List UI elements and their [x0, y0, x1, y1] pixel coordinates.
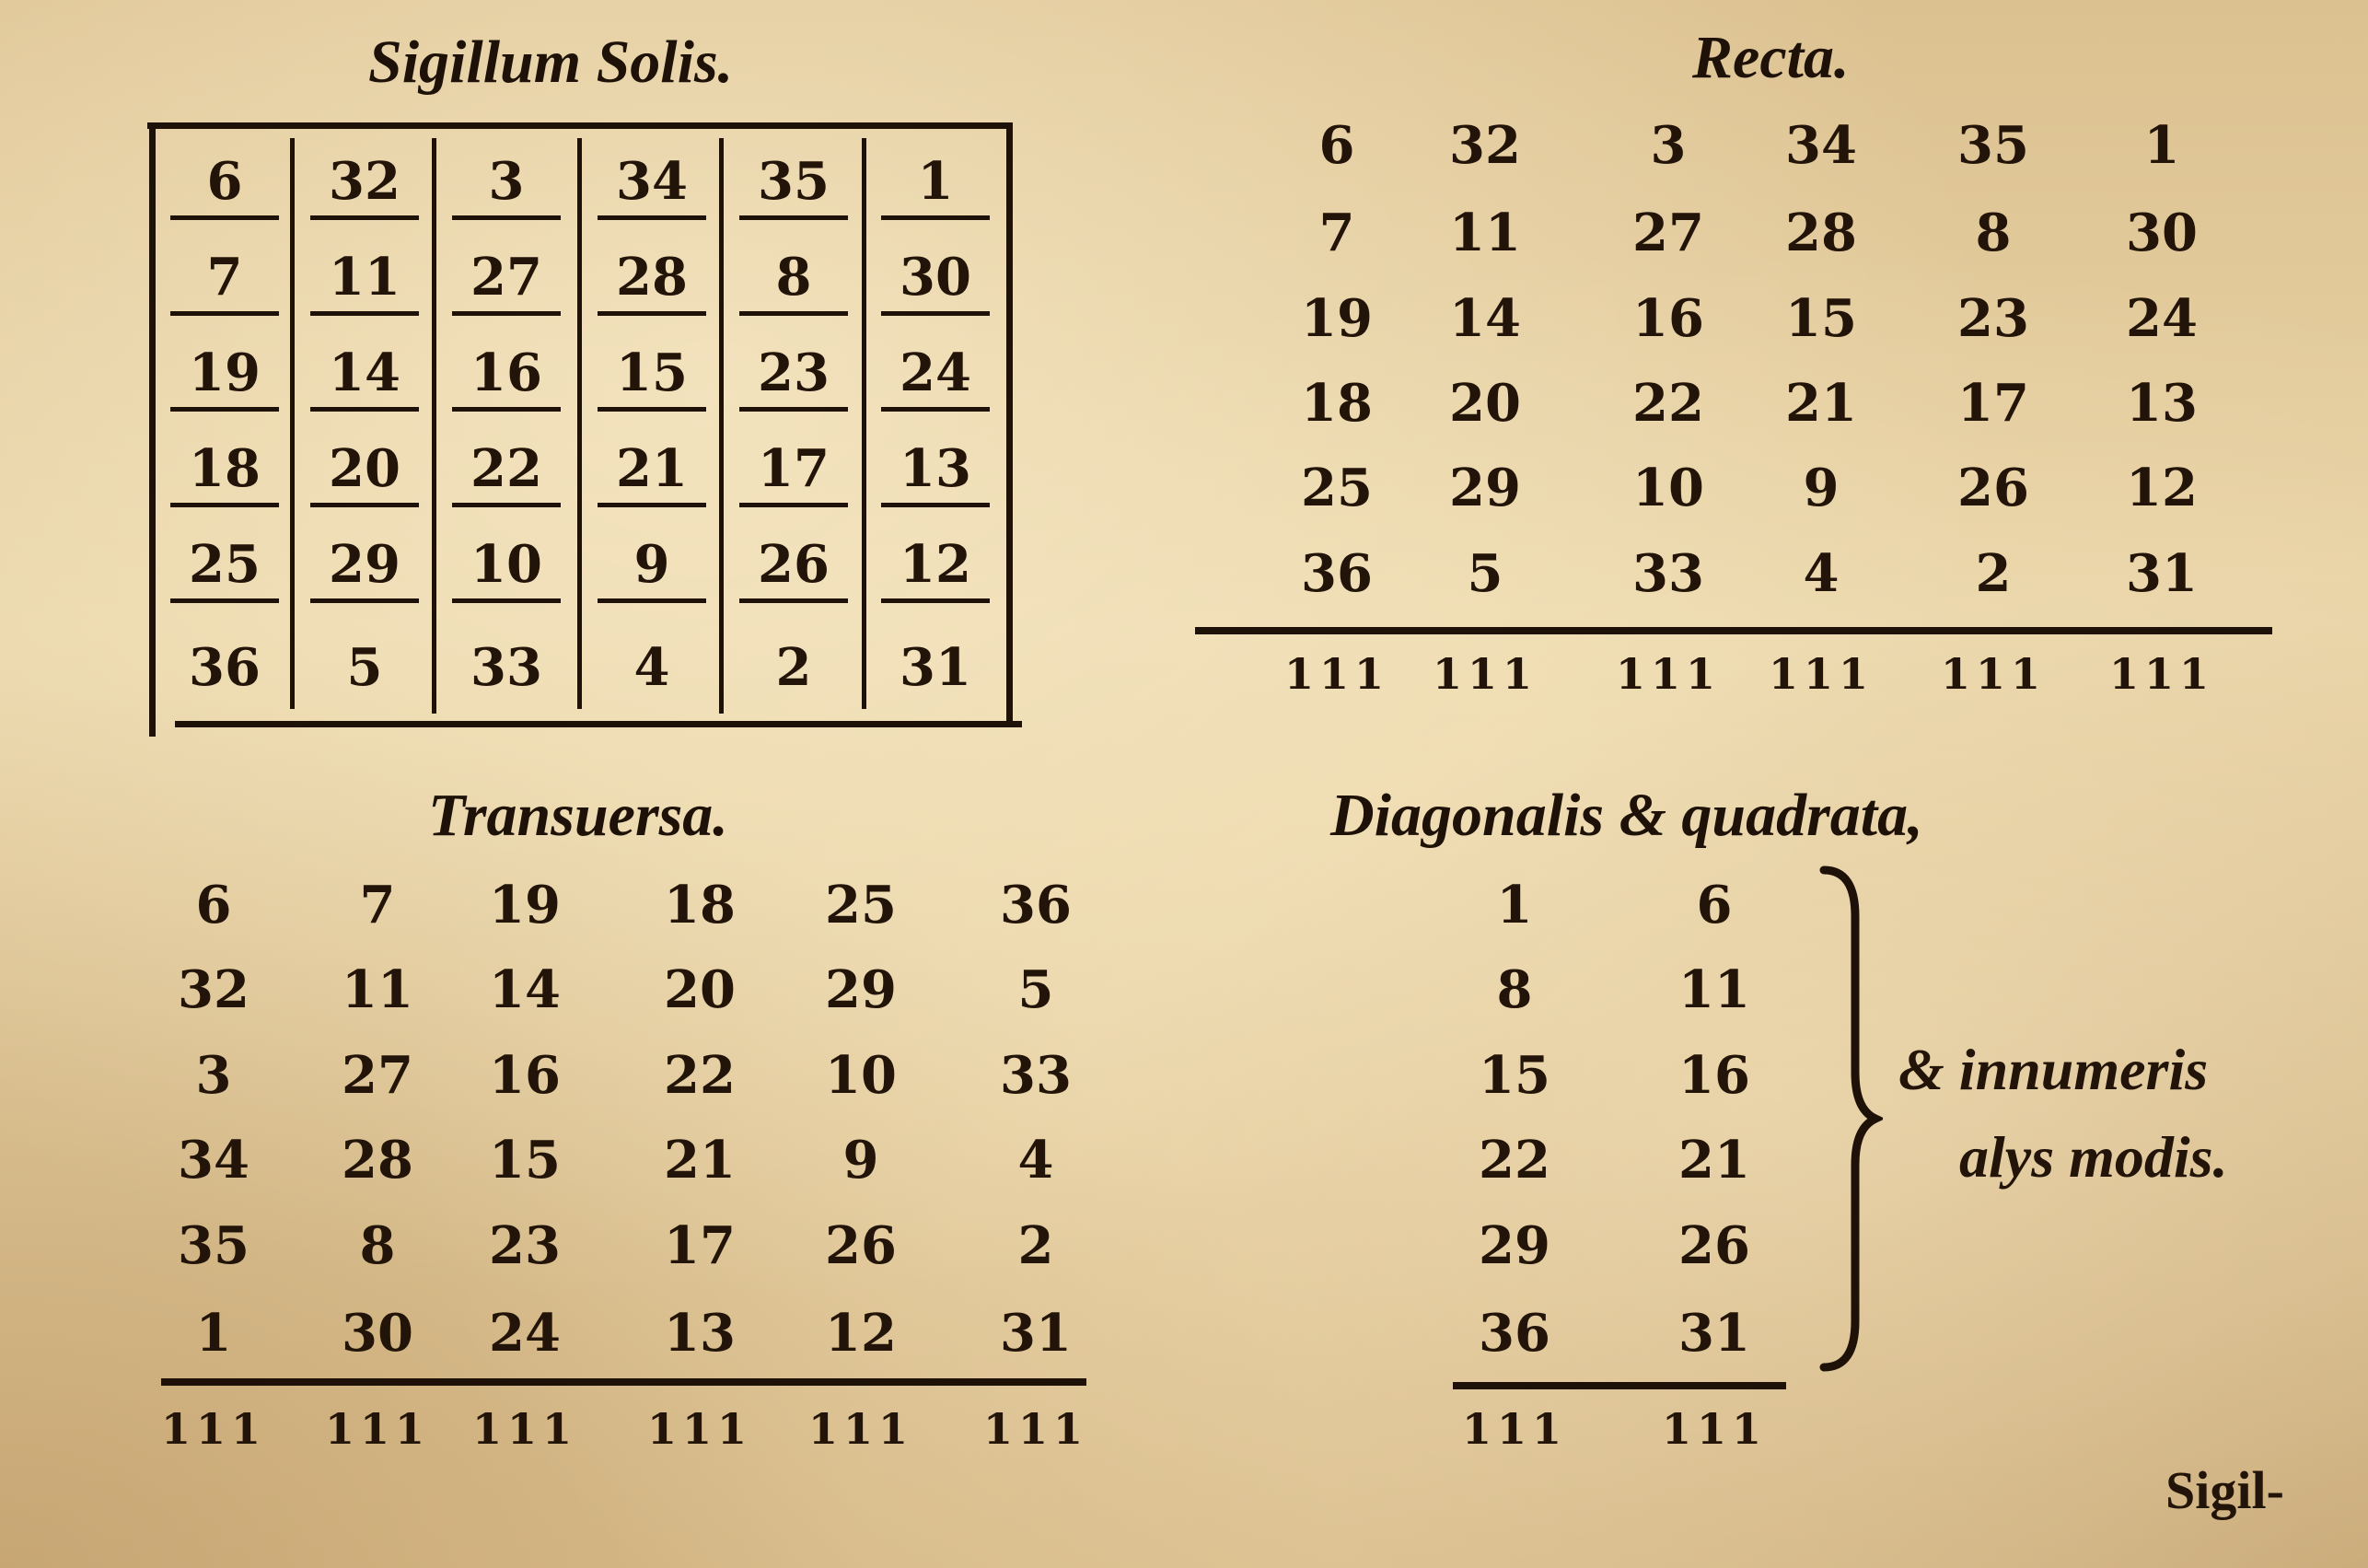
grid-cell-value: 4 [633, 637, 670, 698]
transuersa-cell: 1 [195, 1303, 232, 1364]
heading-sigillum-solis: Sigillum Solis. [368, 29, 734, 96]
recta-cell: 22 [1632, 373, 1704, 434]
grid-cell [295, 622, 435, 716]
transuersa-cell: 8 [359, 1215, 396, 1276]
transuersa-cell: 35 [178, 1215, 250, 1276]
transuersa-cell: 4 [1017, 1130, 1054, 1191]
grid-cell [155, 234, 295, 328]
grid-cell [295, 521, 435, 615]
recta-sum: 111 [1432, 649, 1538, 699]
recta-cell: 36 [1301, 543, 1373, 604]
transuersa-cell: 19 [489, 875, 561, 935]
transuersa-cell: 24 [489, 1303, 561, 1364]
grid-cell-value: 22 [452, 438, 561, 507]
recta-cell: 17 [1957, 373, 2029, 434]
grid-cell-value: 3 [452, 151, 561, 220]
transuersa-sum-rule [161, 1378, 1086, 1386]
transuersa-cell: 17 [664, 1215, 736, 1276]
transuersa-cell: 15 [489, 1130, 561, 1191]
grid-cell [155, 330, 295, 424]
transuersa-cell: 6 [195, 875, 232, 935]
recta-cell: 21 [1785, 373, 1857, 434]
grid-cell [155, 622, 295, 716]
grid-cell [295, 330, 435, 424]
recta-cell: 11 [1449, 203, 1521, 263]
grid-cell-value: 19 [170, 343, 279, 412]
grid-cell [582, 234, 722, 328]
grid-cell [582, 425, 722, 519]
grid-cell-value: 33 [470, 637, 542, 698]
grid-cell-value: 30 [881, 247, 990, 316]
transuersa-cell: 29 [825, 959, 897, 1020]
recta-cell: 18 [1301, 373, 1373, 434]
diagonalis-cell: 6 [1696, 875, 1733, 935]
diagonalis-cell: 22 [1479, 1130, 1550, 1191]
recta-cell: 31 [2126, 543, 2198, 604]
transuersa-cell: 32 [178, 959, 250, 1020]
grid-cell-value: 16 [452, 343, 561, 412]
grid-cell [865, 521, 1005, 615]
diagonalis-cell: 26 [1678, 1215, 1750, 1276]
grid-cell [865, 622, 1005, 716]
grid-cell-value: 13 [881, 438, 990, 507]
transuersa-cell: 27 [342, 1045, 413, 1106]
grid-cell-value: 35 [739, 151, 848, 220]
transuersa-cell: 9 [842, 1130, 879, 1191]
recta-cell: 29 [1449, 458, 1521, 518]
diagonalis-cell: 11 [1678, 959, 1750, 1020]
recta-cell: 1 [2143, 115, 2180, 176]
transuersa-cell: 34 [178, 1130, 250, 1191]
grid-cell [295, 425, 435, 519]
grid-cell-value: 28 [598, 247, 706, 316]
transuersa-cell: 11 [342, 959, 413, 1020]
recta-cell: 10 [1632, 458, 1704, 518]
recta-cell: 16 [1632, 288, 1704, 349]
transuersa-cell: 14 [489, 959, 561, 1020]
transuersa-cell: 33 [1000, 1045, 1072, 1106]
recta-sum-rule [1195, 627, 2272, 634]
grid-cell-value: 7 [170, 247, 279, 316]
grid-cell-value: 18 [170, 438, 279, 507]
grid-cell-value: 26 [739, 534, 848, 603]
grid-cell [724, 330, 864, 424]
diagonalis-cell: 15 [1479, 1045, 1550, 1106]
recta-cell: 33 [1632, 543, 1704, 604]
grid-cell-value: 10 [452, 534, 561, 603]
grid-cell [436, 521, 576, 615]
grid-cell [865, 425, 1005, 519]
grid-cell [436, 622, 576, 716]
transuersa-cell: 28 [342, 1130, 413, 1191]
grid-cell [295, 234, 435, 328]
diagonalis-cell: 16 [1678, 1045, 1750, 1106]
recta-cell: 4 [1803, 543, 1840, 604]
recta-cell: 2 [1975, 543, 2012, 604]
grid-cell-value: 27 [452, 247, 561, 316]
grid-cell [582, 622, 722, 716]
grid-cell-value: 11 [310, 247, 419, 316]
transuersa-cell: 13 [664, 1303, 736, 1364]
grid-cell-value: 25 [170, 534, 279, 603]
transuersa-cell: 18 [664, 875, 736, 935]
transuersa-sum: 111 [982, 1404, 1089, 1454]
grid-cell [865, 234, 1005, 328]
recta-cell: 27 [1632, 203, 1704, 263]
recta-cell: 6 [1318, 115, 1355, 176]
grid-cell [582, 330, 722, 424]
transuersa-cell: 7 [359, 875, 396, 935]
transuersa-cell: 16 [489, 1045, 561, 1106]
diagonalis-sum-rule [1453, 1382, 1786, 1389]
grid-cell-value: 9 [598, 534, 706, 603]
grid-cell [155, 138, 295, 232]
recta-cell: 24 [2126, 288, 2198, 349]
grid-right-border [1006, 129, 1013, 727]
diagonalis-sum: 111 [1661, 1404, 1768, 1454]
grid-cell-value: 2 [775, 637, 812, 698]
transuersa-cell: 21 [664, 1130, 736, 1191]
grid-top-border [147, 122, 1013, 129]
grid-cell [724, 138, 864, 232]
recta-cell: 12 [2126, 458, 2198, 518]
grid-cell-value: 29 [310, 534, 419, 603]
recta-cell: 5 [1467, 543, 1503, 604]
transuersa-cell: 3 [195, 1045, 232, 1106]
grid-cell-value: 12 [881, 534, 990, 603]
diagonalis-cell: 31 [1678, 1303, 1750, 1364]
recta-cell: 14 [1449, 288, 1521, 349]
heading-diagonalis: Diagonalis & quadrata, [1330, 782, 1923, 849]
recta-cell: 25 [1301, 458, 1373, 518]
transuersa-cell: 10 [825, 1045, 897, 1106]
grid-cell [436, 425, 576, 519]
transuersa-cell: 31 [1000, 1303, 1072, 1364]
grid-cell [724, 521, 864, 615]
grid-cell [155, 521, 295, 615]
grid-cell [155, 425, 295, 519]
right-brace [1818, 861, 1883, 1376]
grid-cell-value: 1 [881, 151, 990, 220]
recta-cell: 35 [1957, 115, 2029, 176]
recta-cell: 8 [1975, 203, 2012, 263]
grid-cell [582, 138, 722, 232]
grid-cell [865, 330, 1005, 424]
note-line-1: & innumeris [1898, 1037, 2209, 1102]
recta-cell: 23 [1957, 288, 2029, 349]
grid-cell-value: 32 [310, 151, 419, 220]
grid-cell [724, 622, 864, 716]
grid-cell-value: 15 [598, 343, 706, 412]
grid-cell [295, 138, 435, 232]
transuersa-sum: 111 [324, 1404, 431, 1454]
recta-cell: 28 [1785, 203, 1857, 263]
grid-cell-value: 20 [310, 438, 419, 507]
grid-cell-value: 21 [598, 438, 706, 507]
grid-cell-value: 34 [598, 151, 706, 220]
diagonalis-sum: 111 [1461, 1404, 1568, 1454]
grid-cell [436, 234, 576, 328]
recta-sum: 111 [1768, 649, 1875, 699]
transuersa-cell: 2 [1017, 1215, 1054, 1276]
recta-cell: 30 [2126, 203, 2198, 263]
diagonalis-cell: 8 [1496, 959, 1533, 1020]
recta-cell: 13 [2126, 373, 2198, 434]
transuersa-sum: 111 [807, 1404, 914, 1454]
transuersa-cell: 22 [664, 1045, 736, 1106]
grid-cell-value: 23 [739, 343, 848, 412]
heading-recta: Recta. [1692, 24, 1850, 91]
transuersa-cell: 30 [342, 1303, 413, 1364]
recta-cell: 7 [1318, 203, 1355, 263]
recta-sum: 111 [1615, 649, 1722, 699]
grid-cell-value: 14 [310, 343, 419, 412]
recta-cell: 26 [1957, 458, 2029, 518]
grid-cell-value: 36 [189, 637, 261, 698]
catchword: Sigil- [2165, 1460, 2284, 1520]
grid-cell [582, 521, 722, 615]
note-line-2: alys modis. [1959, 1124, 2228, 1190]
grid-bottom-border [175, 721, 1022, 727]
transuersa-cell: 20 [664, 959, 736, 1020]
grid-cell-value: 24 [881, 343, 990, 412]
recta-sum: 111 [1283, 649, 1390, 699]
transuersa-sum: 111 [471, 1404, 578, 1454]
recta-sum: 111 [2108, 649, 2215, 699]
diagonalis-cell: 21 [1678, 1130, 1750, 1191]
transuersa-cell: 36 [1000, 875, 1072, 935]
transuersa-cell: 25 [825, 875, 897, 935]
recta-cell: 20 [1449, 373, 1521, 434]
recta-cell: 9 [1803, 458, 1840, 518]
transuersa-cell: 5 [1017, 959, 1054, 1020]
grid-cell-value: 6 [170, 151, 279, 220]
recta-cell: 3 [1650, 115, 1687, 176]
grid-cell-value: 17 [739, 438, 848, 507]
recta-cell: 15 [1785, 288, 1857, 349]
recta-cell: 19 [1301, 288, 1373, 349]
grid-cell [436, 138, 576, 232]
transuersa-sum: 111 [160, 1404, 267, 1454]
diagonalis-cell: 29 [1479, 1215, 1550, 1276]
transuersa-sum: 111 [646, 1404, 753, 1454]
grid-cell-value: 31 [900, 637, 971, 698]
transuersa-cell: 26 [825, 1215, 897, 1276]
recta-cell: 32 [1449, 115, 1521, 176]
diagonalis-cell: 1 [1496, 875, 1533, 935]
grid-cell [724, 425, 864, 519]
diagonalis-cell: 36 [1479, 1303, 1550, 1364]
recta-sum: 111 [1940, 649, 2047, 699]
grid-cell-value: 5 [346, 637, 383, 698]
grid-cell [865, 138, 1005, 232]
grid-cell-value: 8 [739, 247, 848, 316]
grid-cell [436, 330, 576, 424]
transuersa-cell: 23 [489, 1215, 561, 1276]
grid-cell [724, 234, 864, 328]
recta-cell: 34 [1785, 115, 1857, 176]
heading-transuersa: Transuersa. [428, 782, 728, 849]
transuersa-cell: 12 [825, 1303, 897, 1364]
